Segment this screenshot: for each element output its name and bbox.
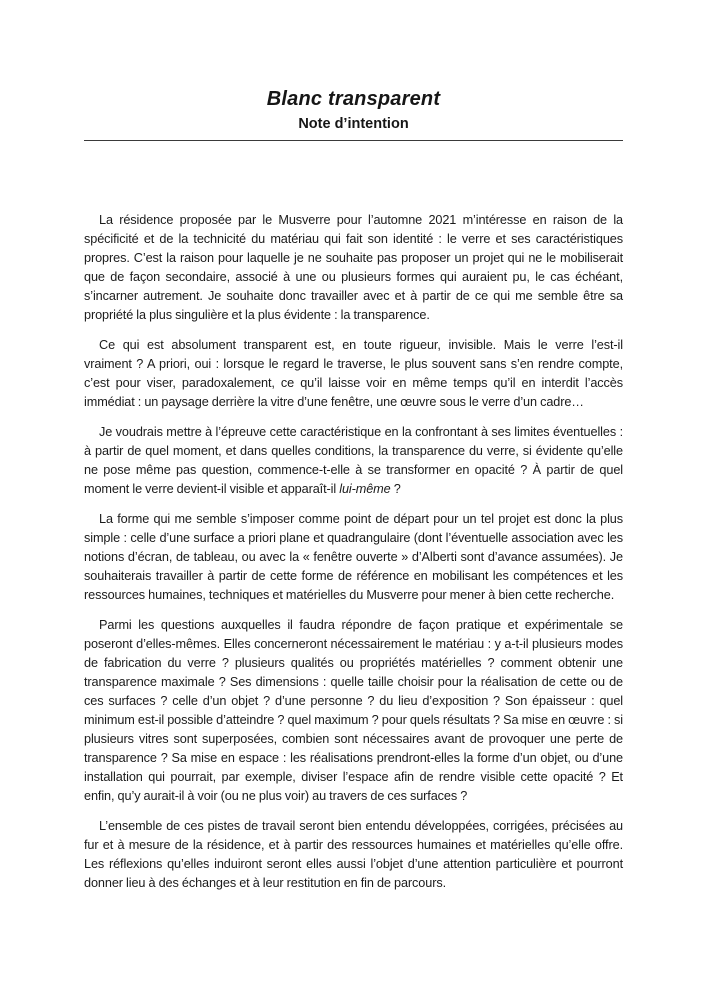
paragraph-3-emphasis: lui-même (339, 482, 391, 496)
document-title: Blanc transparent (266, 88, 441, 110)
paragraph-2: Ce qui est absolument transparent est, en toute rigueur, invisible. Mais le verre l’est-il vraiment ? A priori, oui : lorsque le regard le traverse, le plus souvent sans s’en rendre compte, c’est pour viser, paradoxalement, ce qu’il laisse voir en même temps qu’il en interdit l’accès immédiat : un paysage derrière la vitre d’une fenêtre, une œuvre sous le verre d’un cadre… (84, 338, 623, 409)
document-subtitle: Note d’intention (298, 116, 409, 132)
paragraph-5: Parmi les questions auxquelles il faudra répondre de façon pratique et expérimentale se poseront d’elles-mêmes. Elles concerneront nécessairement le matériau : y a-t-il plusieurs modes de fabrication du verre ? plusieurs qualités ou propriétés matérielles ? comment obtenir une transparence maximale ? Ses dimensions : quelle taille choisir pour la réalisation de cette ou de ces surfaces ? celle d’un objet ? d’une personne ? du lieu d’exposition ? Son épaisseur : quel minimum est-il possible d’atteindre ? quel maximum ? pour quels résultats ? Sa mise en œuvre : si plusieurs vitres sont superposées, combien sont nécessaires avant de provoquer une perte de transparence ? Sa mise en espace : les réalisations prendront-elles la forme d’un objet, ou d’une installation qui pourrait, par exemple, diviser l’espace afin de rendre visible cette opacité ? Et enfin, qu’y aurait-il à voir (ou ne plus voir) au travers de ces surfaces ? (84, 618, 623, 803)
title-divider (84, 140, 623, 141)
paragraph-1: La résidence proposée par le Musverre pour l’automne 2021 m’intéresse en raison de la spécificité et de la technicité du matériau qui fait son identité : le verre et ses caractéristiques propres. C’est la raison pour laquelle je ne souhaite pas proposer un projet qui ne le mobiliserait que de façon secondaire, associé à une ou plusieurs formes qui auraient pu, le cas échéant, s’incarner autrement. Je souhaite donc travailler avec et à partir de ce qui me semble être sa propriété la plus singulière et la plus évidente : la transparence. (84, 213, 623, 322)
document-body (84, 211, 623, 893)
paragraph-3-end: ? (390, 482, 401, 496)
paragraph-3-text: Je voudrais mettre à l’épreuve cette caractéristique en la confrontant à ses limites éventuelles : à partir de quel moment, et dans quelles conditions, la transparence du verre, si évidente qu’elle ne pose même pas question, commence-t-elle à se transformer en opacité ? À partir de quel moment le verre devient-il visible et apparaît-il (84, 425, 623, 496)
paragraph-3 (84, 423, 623, 499)
paragraph-6: L’ensemble de ces pistes de travail seront bien entendu développées, corrigées, précisées au fur et à mesure de la résidence, et à partir des ressources humaines et matérielles qu’elle offre. Les réflexions qu’elles induiront seront elles aussi l’objet d’une attention particulière et pourront donner lieu à des échanges et à leur restitution en fin de parcours. (84, 819, 623, 890)
paragraph-4: La forme qui me semble s’imposer comme point de départ pour un tel projet est donc la plus simple : celle d’une surface a priori plane et quadrangulaire (dont l’éventuelle association avec les notions d’écran, de tableau, ou avec la « fenêtre ouverte » d’Alberti sont d’avance assumées). Je souhaiterais travailler à partir de cette forme de référence en mobilisant les compétences et les ressources humaines, techniques et matérielles du Musverre pour mener à bien cette recherche. (84, 512, 623, 602)
